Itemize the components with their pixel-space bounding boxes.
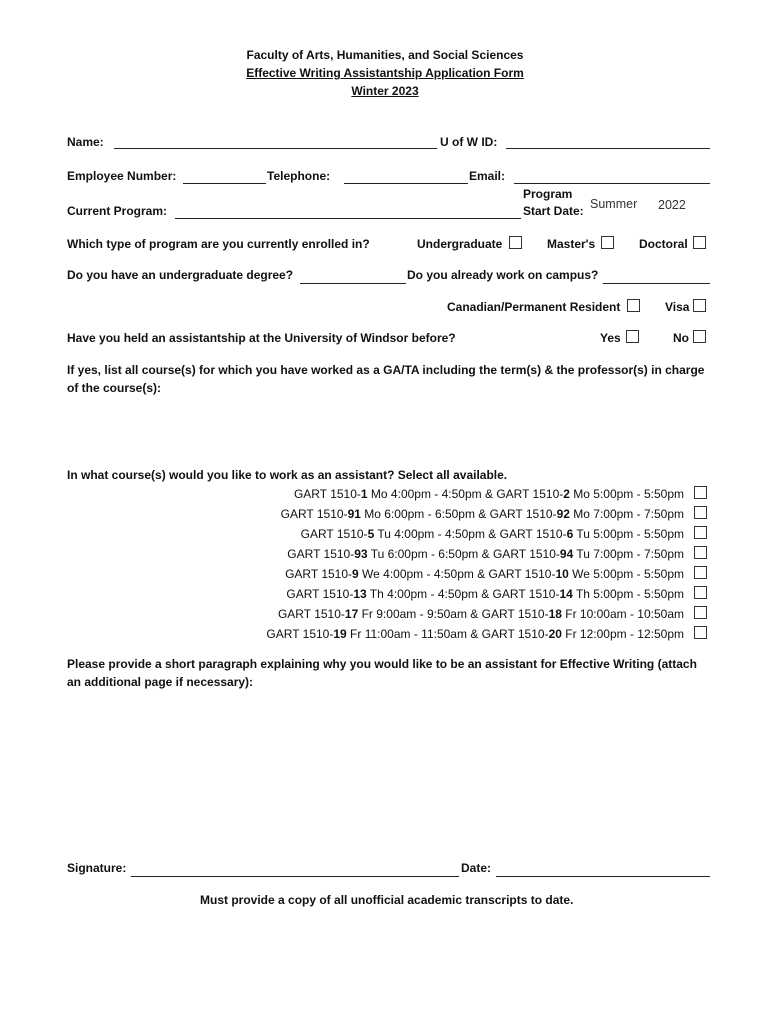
work-on-campus-question: Do you already work on campus? [407,268,599,282]
course-option-checkbox[interactable] [694,606,707,619]
date-field[interactable] [496,876,710,877]
telephone-label: Telephone: [267,169,331,183]
telephone-field[interactable] [344,183,468,184]
work-on-campus-field[interactable] [603,283,710,284]
course-option-row: GART 1510-13 Th 4:00pm - 4:50pm & GART 1510-14 Th 5:00pm - 5:50pm [286,587,684,601]
program-start-label-line1: Program [523,187,573,201]
course-option-row: GART 1510-93 Tu 6:00pm - 6:50pm & GART 1510-94 Tu 7:00pm - 7:50pm [287,547,684,561]
date-label: Date: [461,861,492,875]
course-option-checkbox[interactable] [694,566,707,579]
canadian-resident-checkbox[interactable] [627,299,640,312]
paragraph-response-area[interactable] [67,695,712,845]
assistantship-question: Have you held an assistantship at the University of Windsor before? [67,331,456,345]
program-start-year[interactable]: 2022 [658,198,686,212]
no-checkbox[interactable] [693,330,706,343]
undergraduate-checkbox[interactable] [509,236,522,249]
course-option-checkbox[interactable] [694,506,707,519]
current-program-label: Current Program: [67,204,168,218]
signature-label: Signature: [67,861,127,875]
undergrad-degree-question: Do you have an undergraduate degree? [67,268,294,282]
course-option-row: GART 1510-19 Fr 11:00am - 11:50am & GART 1510-20 Fr 12:00pm - 12:50pm [266,627,684,641]
program-start-label-line2: Start Date: [523,204,584,218]
course-option-row: GART 1510-91 Mo 6:00pm - 6:50pm & GART 1510-92 Mo 7:00pm - 7:50pm [280,507,684,521]
course-option-checkbox[interactable] [694,546,707,559]
program-type-question: Which type of program are you currently enrolled in? [67,237,370,251]
signature-field[interactable] [131,876,459,877]
undergraduate-option-label: Undergraduate [417,237,503,251]
visa-label: Visa [665,300,690,314]
uwid-label: U of W ID: [440,135,498,149]
course-option-checkbox[interactable] [694,626,707,639]
name-label: Name: [67,135,104,149]
course-option-checkbox[interactable] [694,526,707,539]
email-field[interactable] [514,183,710,184]
uwid-field[interactable] [506,148,710,149]
masters-option-label: Master's [547,237,596,251]
previous-courses-area[interactable] [67,398,712,460]
visa-checkbox[interactable] [693,299,706,312]
course-option-row: GART 1510-9 We 4:00pm - 4:50pm & GART 1510-10 We 5:00pm - 5:50pm [285,567,684,581]
course-option-checkbox[interactable] [694,586,707,599]
yes-checkbox[interactable] [626,330,639,343]
employee-number-field[interactable] [183,183,266,184]
current-program-field[interactable] [175,218,521,219]
canadian-resident-label: Canadian/Permanent Resident [447,300,621,314]
yes-label: Yes [600,331,621,345]
courses-question: In what course(s) would you like to work as an assistant? Select all available. [67,468,508,482]
term-title: Winter 2023 [351,84,419,98]
program-start-season[interactable]: Summer [590,197,638,211]
course-option-row: GART 1510-1 Mo 4:00pm - 4:50pm & GART 1510-2 Mo 5:00pm - 5:50pm [293,487,684,501]
course-option-row: GART 1510-5 Tu 4:00pm - 4:50pm & GART 1510-6 Tu 5:00pm - 5:50pm [300,527,684,541]
course-option-row: GART 1510-17 Fr 9:00am - 9:50am & GART 1510-18 Fr 10:00am - 10:50am [277,607,684,621]
transcripts-note: Must provide a copy of all unofficial academic transcripts to date. [200,893,574,907]
assistantship-followup-question: If yes, list all course(s) for which you have worked as a GA/TA including the term(s) & the professor(s) in charge of the course(s): [67,363,705,395]
doctoral-option-label: Doctoral [639,237,688,251]
employee-number-label: Employee Number: [67,169,177,183]
form-title: Effective Writing Assistantship Application Form [246,66,524,80]
doctoral-checkbox[interactable] [693,236,706,249]
faculty-heading: Faculty of Arts, Humanities, and Social Sciences [246,48,524,62]
course-option-checkbox[interactable] [694,486,707,499]
masters-checkbox[interactable] [601,236,614,249]
undergrad-degree-field[interactable] [300,283,406,284]
no-label: No [673,331,689,345]
email-label: Email: [469,169,506,183]
name-field[interactable] [114,148,437,149]
paragraph-prompt: Please provide a short paragraph explaining why you would like to be an assistant for Effective Writing (attach an additional page if necessary): [67,657,697,689]
